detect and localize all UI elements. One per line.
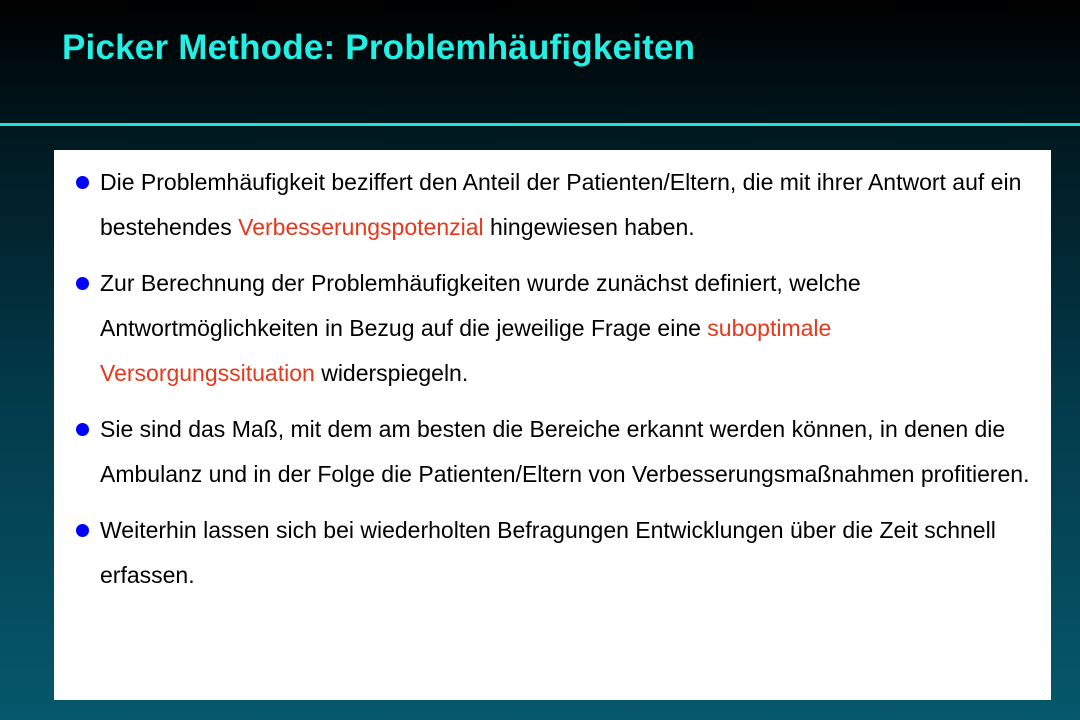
bullet-item-calculation [76, 261, 1031, 396]
bullet-dot-icon [76, 423, 89, 436]
bullet-text: Weiterhin lassen sich bei wiederholten Befragungen Entwicklungen über die Zeit schnell erfassen. [100, 517, 996, 588]
bullet-item-measure [76, 407, 1031, 497]
bullet-text: hingewiesen haben. [483, 214, 695, 240]
bullet-item-repeated-surveys [76, 508, 1031, 598]
bullet-list [76, 160, 1031, 598]
bullet-item-problem-frequency [76, 160, 1031, 250]
highlight-text: suboptimale Versorgungssituation [100, 315, 832, 386]
highlight-text: Verbesserungspotenzial [238, 214, 484, 240]
bullet-dot-icon [76, 176, 89, 189]
bullet-text: widerspiegeln. [314, 360, 469, 386]
bullet-text: Sie sind das Maß, mit dem am besten die Bereiche erkannt werden können, in denen die Ambulanz und in der Folge die Patienten/Eltern von Verbesserungsmaßnahmen profitieren. [100, 416, 1030, 487]
title-divider [0, 123, 1080, 126]
slide-title: Picker Methode: Problemhäufigkeiten [62, 28, 696, 67]
content-panel [54, 150, 1051, 700]
bullet-dot-icon [76, 524, 89, 537]
bullet-text: Die Problemhäufigkeit beziffert den Anteil der Patienten/Eltern, die mit ihrer Antwort auf ein bestehendes [100, 169, 1022, 240]
bullet-dot-icon [76, 277, 89, 290]
bullet-text: Zur Berechnung der Problemhäufigkeiten wurde zunächst definiert, welche Antwortmöglichkeiten in Bezug auf die jeweilige Frage eine [100, 270, 861, 341]
